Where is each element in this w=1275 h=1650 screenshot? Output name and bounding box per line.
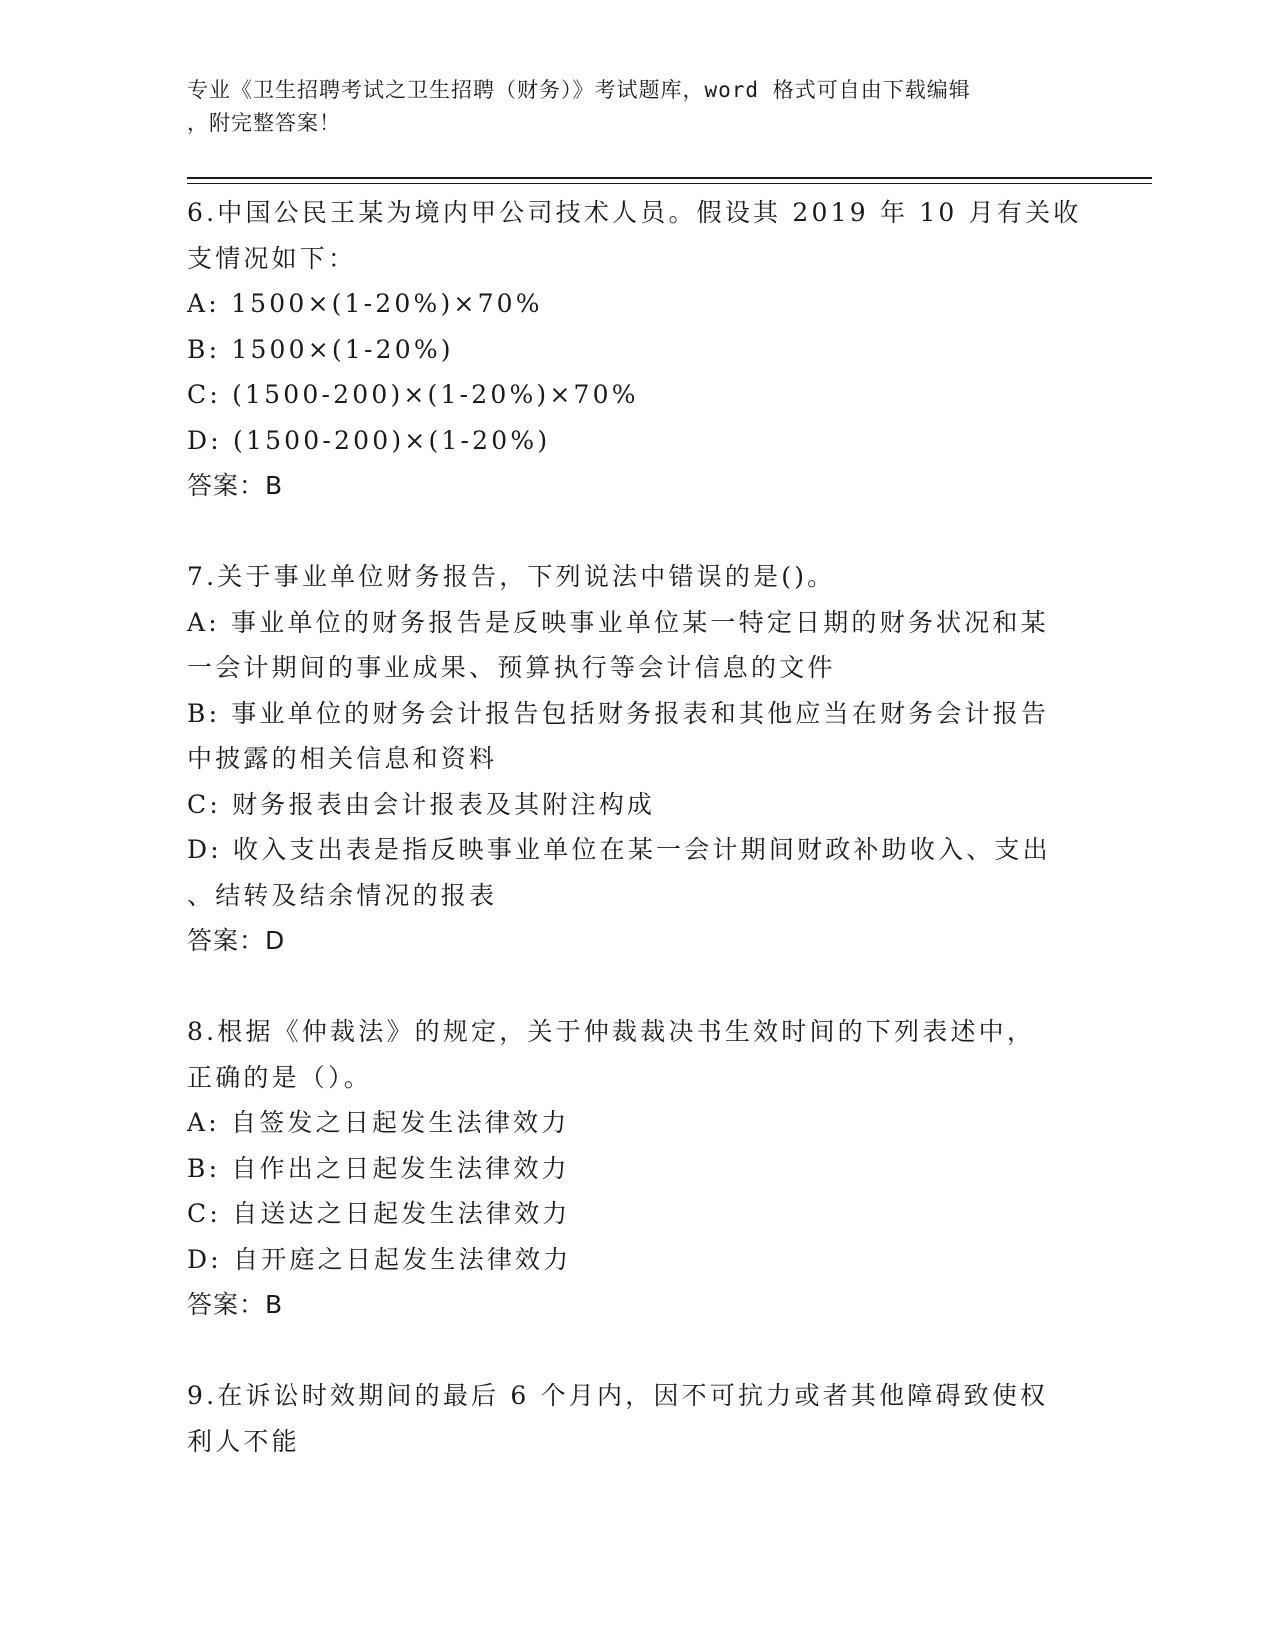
answer: 答案：D (187, 926, 286, 955)
question-stem: 9.在诉讼时效期间的最后 6 个月内，因不可抗力或者其他障碍致使权 (187, 1381, 1049, 1410)
option-c: C: (1500-200)×(1-20%)×70% (187, 380, 639, 409)
question-9 (187, 1373, 1087, 1464)
question-stem: 支情况如下： (187, 243, 357, 273)
answer: 答案：B (187, 1290, 284, 1319)
header-line-2: ，附完整答案！ (187, 111, 341, 135)
question-stem: 8.根据《仲裁法》的规定，关于仲裁裁决书生效时间的下列表述中， (187, 1017, 1036, 1046)
option-a: A: 事业单位的财务报告是反映事业单位某一特定日期的财务状况和某 (187, 607, 1049, 637)
document-header (187, 74, 1067, 140)
spacer (187, 964, 1087, 1010)
question-stem: 7.关于事业单位财务报告，下列说法中错误的是()。 (187, 562, 836, 591)
header-divider-thick (187, 177, 1152, 179)
option-b: B: 1500×(1-20%) (187, 334, 454, 364)
option-d: D: 自开庭之日起发生法律效力 (187, 1244, 572, 1274)
question-list (187, 190, 1087, 1464)
spacer (187, 1328, 1087, 1374)
option-d: D: (1500-200)×(1-20%) (187, 425, 551, 455)
option-a: A: 1500×(1-20%)×70% (187, 289, 543, 318)
option-a-continued: 一会计期间的事业成果、预算执行等会计信息的文件 (187, 653, 836, 682)
option-d: D: 收入支出表是指反映事业单位在某一会计期间财政补助收入、支出 (187, 835, 1051, 864)
question-7 (187, 554, 1087, 964)
question-6 (187, 190, 1087, 509)
option-b: B: 事业单位的财务会计报告包括财务报表和其他应当在财务会计报告 (187, 698, 1050, 728)
answer: 答案：B (187, 471, 284, 500)
question-stem: 6.中国公民王某为境内甲公司技术人员。假设其 2019 年 10 月有关收 (187, 198, 1082, 227)
option-b-continued: 中披露的相关信息和资料 (187, 744, 498, 773)
option-c: C: 财务报表由会计报表及其附注构成 (187, 789, 656, 819)
question-8 (187, 1009, 1087, 1328)
spacer (187, 509, 1087, 555)
option-b: B: 自作出之日起发生法律效力 (187, 1153, 570, 1183)
header-line-1: 专业《卫生招聘考试之卫生招聘（财务）》考试题库，word 格式可自由下载编辑 (187, 78, 971, 102)
option-a: A: 自签发之日起发生法律效力 (187, 1108, 570, 1137)
option-d-continued: 、结转及结余情况的报表 (187, 880, 498, 910)
option-c: C: 自送达之日起发生法律效力 (187, 1199, 571, 1228)
header-divider-thin (187, 183, 1152, 184)
question-stem: 利人不能 (187, 1426, 300, 1456)
question-stem: 正确的是（）。 (187, 1062, 372, 1092)
